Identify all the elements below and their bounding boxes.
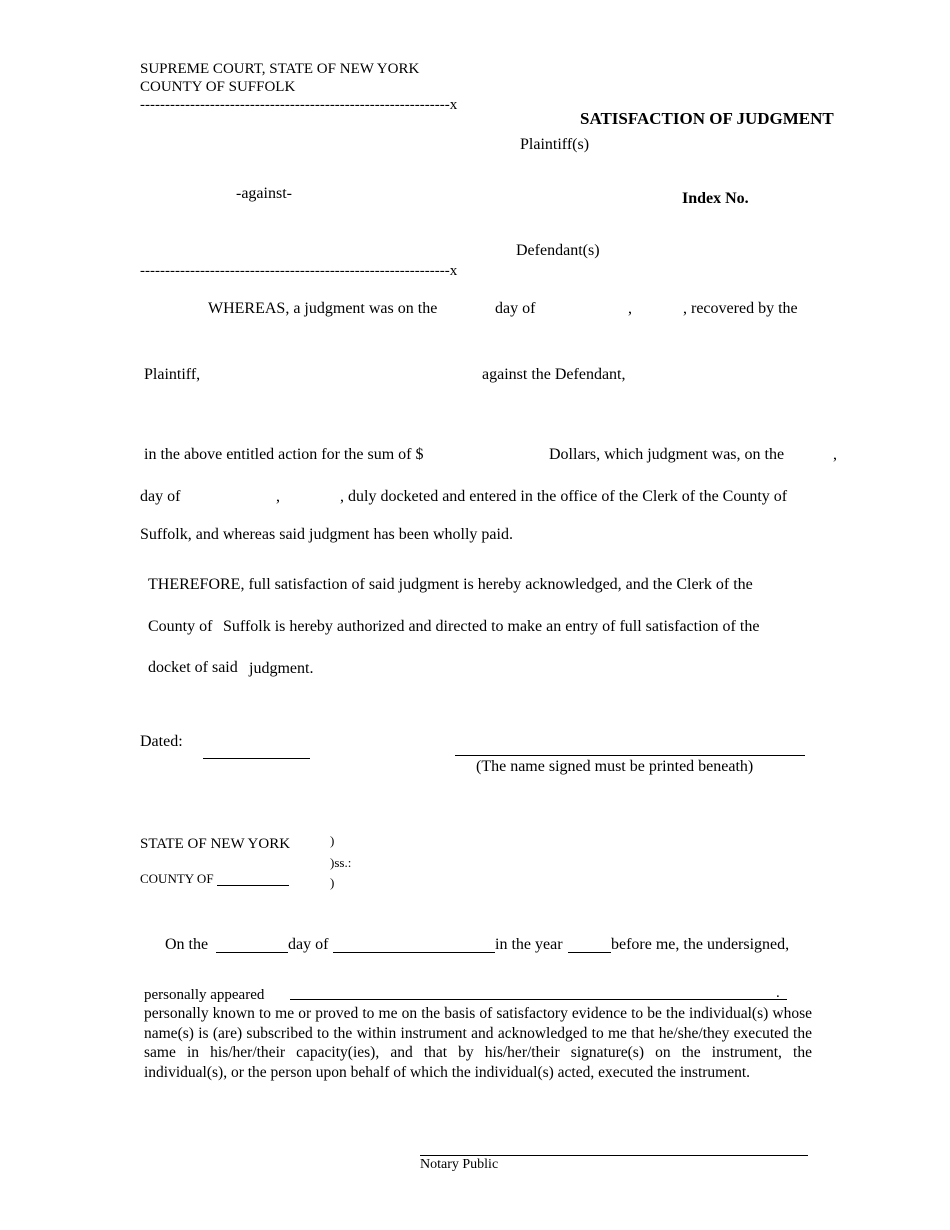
against-label: -against- — [236, 185, 292, 202]
whereas-text-1: WHEREAS, a judgment was on the — [208, 300, 438, 317]
venue-ss: )ss.: — [330, 855, 352, 870]
whereas-day-of-2: day of — [140, 488, 181, 505]
whereas-comma-3: , — [276, 488, 280, 505]
whereas-comma-2: , — [833, 446, 837, 463]
therefore-judgment: judgment. — [249, 660, 314, 677]
whereas-sum-text: in the above entitled action for the sum of $ — [144, 446, 424, 463]
ack-name-line[interactable] — [290, 999, 787, 1000]
venue-paren-1: ) — [330, 833, 335, 848]
defendant-label: Defendant(s) — [516, 242, 600, 259]
caption-separator-top: --------------------------------------------------------------x — [140, 97, 458, 113]
venue-county-label: COUNTY OF — [140, 871, 214, 886]
whereas-paid: Suffolk, and whereas said judgment has been wholly paid. — [140, 526, 513, 543]
therefore-county-of: County of — [148, 618, 213, 635]
notary-signature-line[interactable] — [420, 1155, 808, 1156]
venue-paren-2: ) — [330, 875, 335, 890]
ack-body-text: personally known to me or proved to me on the basis of satisfactory evidence to be the individual(s) whose name(s) is (are) subscribed to the within instrument and acknowledged to me that he/she/they executed the same in his/her/their capacity(ies), and that by his/her/their signature(s) on the instrument, the individual(s), or the person upon behalf of which the individual(s) acted, executed the instrument. — [144, 1005, 812, 1081]
whereas-against-defendant: against the Defendant, — [482, 366, 626, 383]
document-title: SATISFACTION OF JUDGMENT — [580, 109, 834, 128]
venue-county-line[interactable] — [217, 885, 289, 886]
whereas-docketed: , duly docketed and entered in the office of the Clerk of the County of — [340, 488, 788, 505]
ack-trailing-mark: . — [776, 985, 780, 1001]
therefore-text-1: THEREFORE, full satisfaction of said judgment is hereby acknowledged, and the Clerk of the — [148, 576, 753, 593]
therefore-docket: docket of said — [148, 659, 238, 676]
ack-day-line[interactable] — [216, 952, 288, 953]
therefore-text-2: Suffolk is hereby authorized and directed to make an entry of full satisfaction of the — [223, 618, 760, 635]
ack-on-the: On the — [165, 936, 209, 953]
index-number-label: Index No. — [682, 190, 749, 207]
signature-line[interactable] — [455, 755, 805, 756]
whereas-day-of: day of — [495, 300, 536, 317]
venue-state: STATE OF NEW YORK — [140, 836, 291, 852]
county-name: COUNTY OF SUFFOLK — [140, 79, 296, 95]
plaintiff-label: Plaintiff(s) — [520, 136, 590, 153]
caption-separator-bottom: --------------------------------------------------------------x — [140, 263, 458, 279]
ack-personally-appeared: personally appeared — [144, 987, 265, 1003]
court-name: SUPREME COURT, STATE OF NEW YORK — [140, 61, 420, 77]
whereas-plaintiff: Plaintiff, — [144, 366, 201, 383]
notary-label: Notary Public — [420, 1157, 499, 1172]
whereas-comma-1: , — [628, 300, 632, 317]
ack-before-me: before me, the undersigned, — [611, 936, 790, 953]
whereas-dollars-text: Dollars, which judgment was, on the — [549, 446, 785, 463]
ack-year-line[interactable] — [568, 952, 611, 953]
ack-day-of: day of — [288, 936, 329, 953]
whereas-recovered: , recovered by the — [683, 300, 798, 317]
ack-in-the-year: in the year — [495, 936, 563, 953]
signature-note: (The name signed must be printed beneath) — [476, 758, 754, 775]
ack-month-line[interactable] — [333, 952, 495, 953]
dated-line[interactable] — [203, 758, 310, 759]
dated-label: Dated: — [140, 733, 183, 750]
